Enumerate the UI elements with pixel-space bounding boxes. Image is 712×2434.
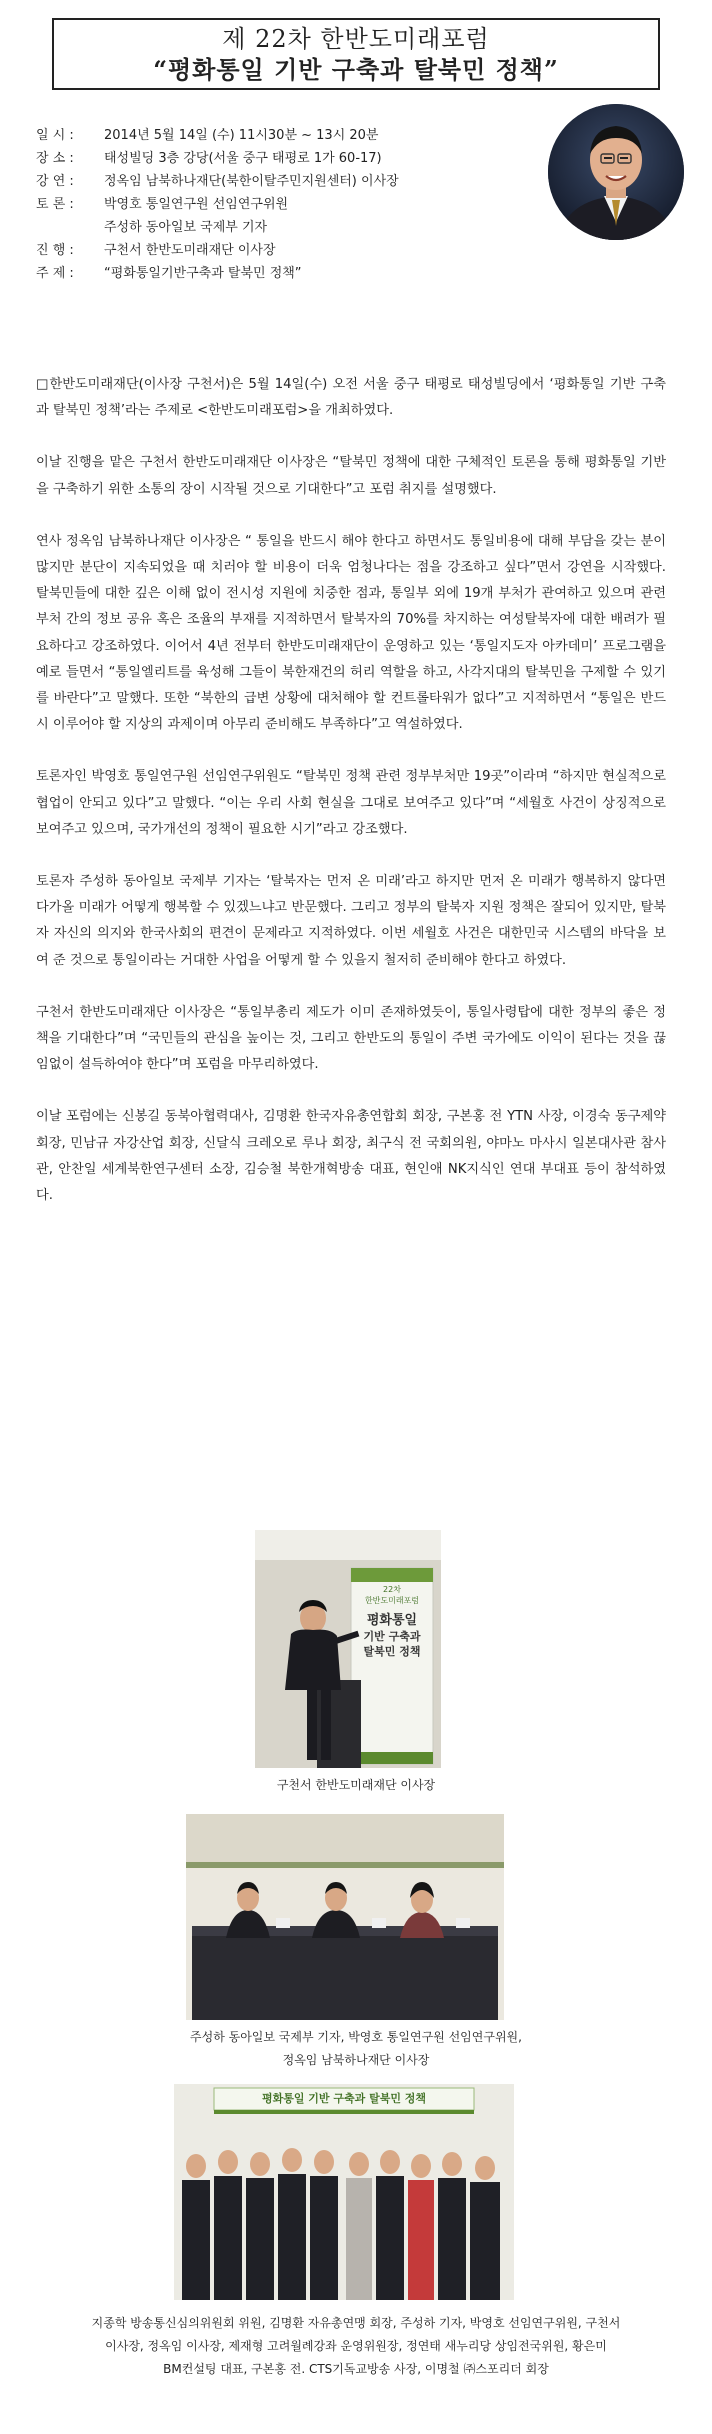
paragraph-lecture: 연사 정옥임 남북하나재단 이사장은 “ 통일을 반드시 해야 한다고 하면서도 통일비용에 대해 부담을 갖는 분이 많지만 분단이 지속되었을 때 치러야 할 비용이 더욱 엄청나다는 점을 강조하고 싶다”면서 강연을 시작했다. 탈북민들에 대한 깊은 이해 없이 전시성 지원에 치중한 점과, 통일부 외에 19개 부처가 관여하고 있으며 관련부처 간의 정보 공유 혹은 조율의 부재를 지적하면서 탈북자의 70%를 차지하는 여성탈북자에 대한 배려가 필요하다고 강조하였다. 이어서 4년 전부터 한반도미래재단이 운영하고 있는 ‘통일지도자 아카데미’ 프로그램을 예로 들면서 “통일엘리트를 육성해 그들이 북한재건의 허리 역할을 하고, 사각지대의 탈북민을 구제할 수 있기를 바란다”고 말했다. 또한 “북한의 급변 상황에 대처해야 할 컨트롤타워가 없다”고 지적하면서 “통일은 반드시 이루어야 할 지상의 과제이며 아무리 준비해도 부족하다”고 역설하였다.: [36, 533, 666, 733]
title-box: [52, 18, 660, 90]
forum-title: 제 22차 한반도미래포럼: [222, 25, 490, 53]
article-body: [36, 372, 666, 1235]
group-banner-text: 평화통일 기반 구축과 탈북민 정책: [261, 2092, 427, 2105]
info-row-topic: 주 제 : “평화통일기반구축과 탈북민 정책”: [36, 266, 302, 281]
photo-group-illustration: [174, 2084, 514, 2300]
photo-panel-caption-2: 정옥임 남북하나재단 이사장: [282, 2053, 430, 2067]
photo-panel: [186, 1814, 504, 2020]
photo-panel-illustration: [186, 1814, 504, 2020]
paragraph-intro: □한반도미래재단(이사장 구천서)은 5월 14일(수) 오전 서울 중구 태평로 태성빌딩에서 ‘평화통일 기반 구축과 탈북민 정책’라는 주제로 <한반도미래포럼>을 개최하였다.: [36, 377, 666, 419]
photo-group-caption-3: BM컨설팅 대표, 구본홍 전. CTS기독교방송 사장, 이명철 ㈜스포리더 회장: [163, 2362, 549, 2376]
photo-group-caption-1: 지종학 방송통신심의위원회 위원, 김명환 자유총연맹 회장, 주성하 기자, 박영호 선임연구위원, 구천서: [91, 2316, 621, 2330]
speaker-portrait: [548, 104, 684, 240]
photo-panel-caption-1: 주성하 동아일보 국제부 기자, 박영호 통일연구원 선임연구위원,: [190, 2030, 522, 2044]
info-row-host: 진 행 : 구천서 한반도미래재단 이사장: [36, 243, 276, 258]
paragraph-host: 이날 진행을 맡은 구천서 한반도미래재단 이사장은 “탈북민 정책에 대한 구체적인 토론을 통해 평화통일 기반을 구축하기 위한 소통의 장이 시작될 것으로 기대한다”고 포럼 취지를 설명했다.: [36, 455, 666, 497]
banner-text: 22차 한반도미래포럼 평화통일 기반 구축과 탈북민 정책: [363, 1585, 421, 1658]
info-row-place: 장 소 : 태성빌딩 3층 강당(서울 중구 태평로 1가 60-17): [36, 151, 382, 166]
portrait-illustration: [548, 104, 684, 240]
paragraph-attendees: 이날 포럼에는 신봉길 동북아협력대사, 김명환 한국자유총연합회 회장, 구본홍 전 YTN 사장, 이경숙 동구제약 회장, 민남규 자강산업 회장, 신달식 크레오로 루나 회장, 최구식 전 국회의원, 야마노 마사시 일본대사관 참사관, 안찬일 세계북한연구센터 소장, 김승철 북한개혁방송 대표, 현인애 NK지식인 연대 부대표 등이 참석하였다.: [36, 1109, 666, 1204]
photo-group-caption-2: 이사장, 정옥임 이사장, 제재형 고려월례강좌 운영위원장, 정연태 새누리당 상임전국위원, 황은미: [105, 2339, 607, 2353]
photo-speaker: [255, 1530, 441, 1768]
info-row-lecture: 강 연 : 정옥임 남북하나재단(북한이탈주민지원센터) 이사장: [36, 174, 399, 189]
forum-subtitle: “평화통일 기반 구축과 탈북민 정책”: [153, 55, 559, 84]
paragraph-closing: 구천서 한반도미래재단 이사장은 “통일부총리 제도가 이미 존재하였듯이, 통일사령탑에 대한 정부의 좋은 정책을 기대한다”며 “국민들의 관심을 높이는 것, 그리고 한반도의 통일이 주변 국가에도 이익이 된다는 것을 끊임없이 설득하여야 한다”며 포럼을 마무리하였다.: [36, 1004, 666, 1073]
info-row-discussion-2: 주성하 동아일보 국제부 기자: [104, 220, 268, 235]
paragraph-panel-2: 토론자 주성하 동아일보 국제부 기자는 ‘탈북자는 먼저 온 미래’라고 하지만 먼저 온 미래가 행복하지 않다면 다가올 미래가 어떻게 행복할 수 있겠느냐고 반문했다. 그리고 정부의 탈북자 지원 정책은 잘되어 있지만, 탈북자 자신의 의지와 한국사회의 편견이 문제라고 지적하였다. 이번 세월호 사건은 대한민국 시스템의 바닥을 보여 준 것으로 통일이라는 거대한 사업을 어떻게 할 수 있을지 철저히 준비해야 한다고 하였다.: [36, 874, 666, 968]
info-row-discussion: 토 론 : 박영호 통일연구원 선임연구위원: [36, 197, 289, 212]
photo-group: [174, 2084, 514, 2300]
info-row-date: 일 시 : 2014년 5월 14일 (수) 11시30분 ~ 13시 20분: [36, 128, 379, 143]
paragraph-panel-1: 토론자인 박영호 통일연구원 선임연구위원도 “탈북민 정책 관련 정부부처만 19곳”이라며 “하지만 현실적으로 협업이 안되고 있다”고 말했다. “이는 우리 사회 현실을 그대로 보여주고 있다”며 “세월호 사건이 상징적으로 보여주고 있으며, 국가개선의 정책이 필요한 시기”라고 강조했다.: [36, 769, 666, 837]
event-info: [36, 124, 536, 285]
photo-speaker-caption: 구천서 한반도미래재단 이사장: [276, 1778, 436, 1792]
